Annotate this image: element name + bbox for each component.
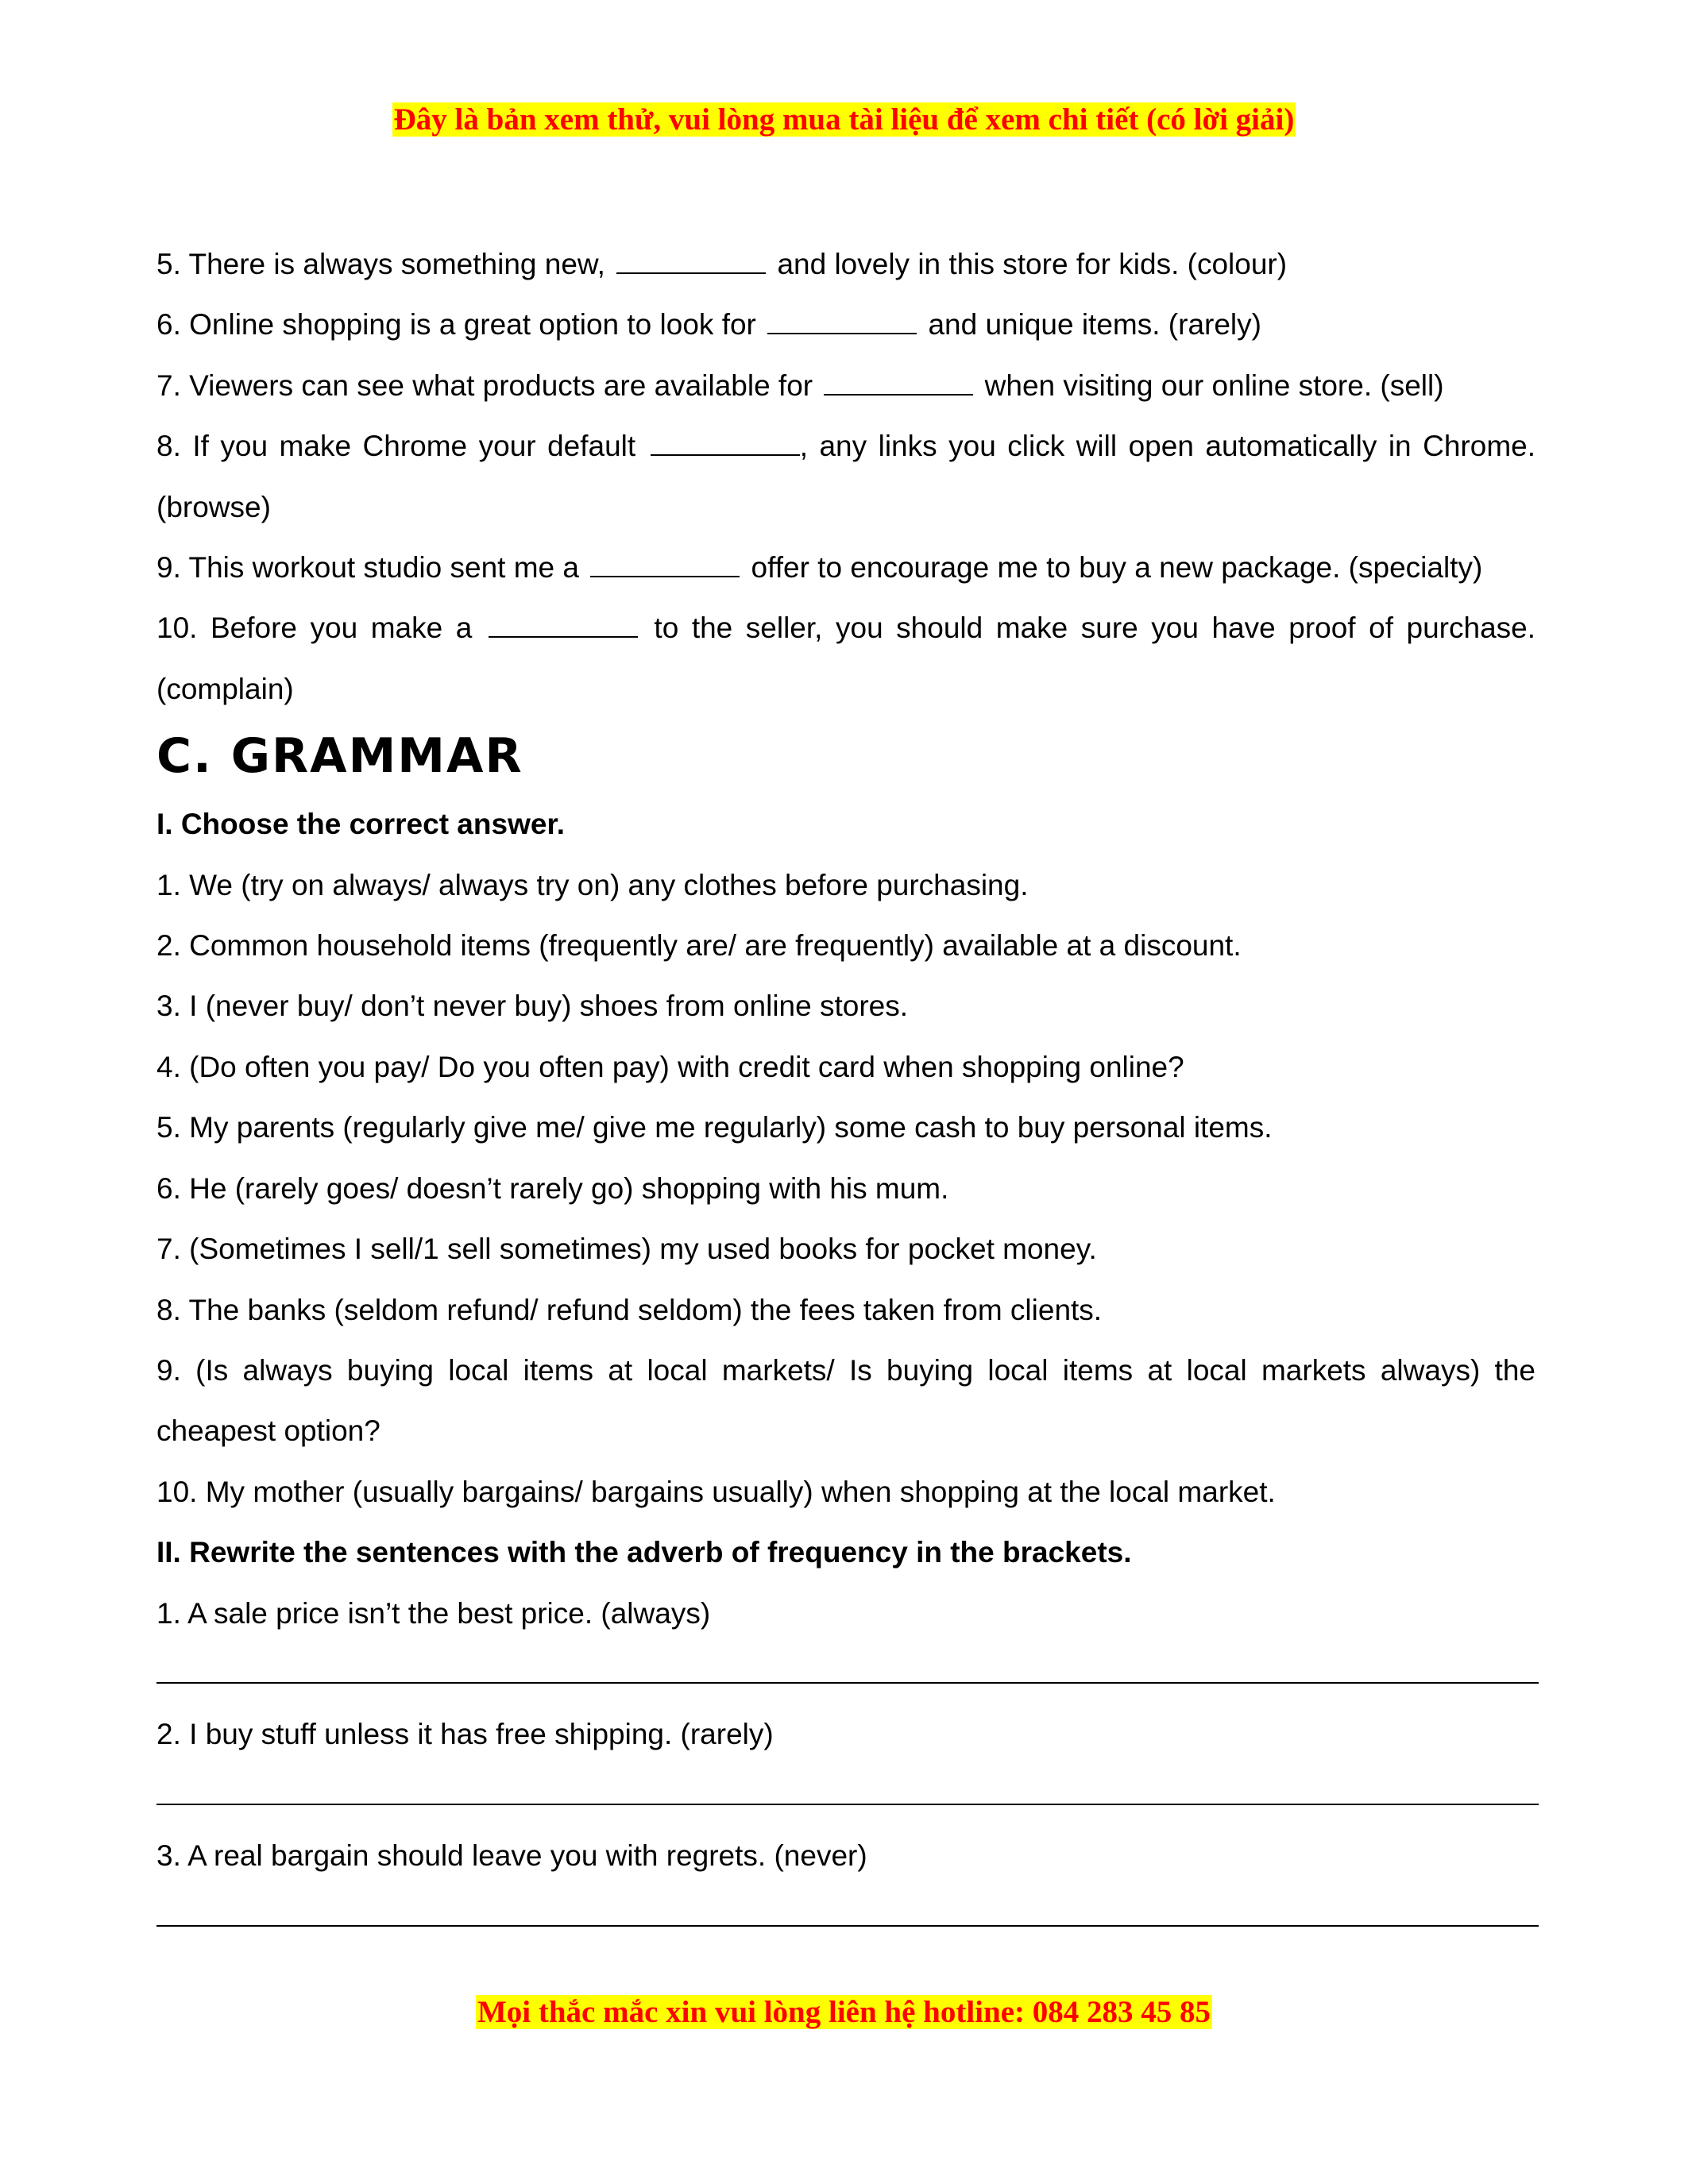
item-text-after: to the seller, you should make sure you have proof of purchase. (complain) [156,612,1536,705]
worksheet-content [156,234,1535,1947]
part1-item: 3. I (never buy/ don’t never buy) shoes from online stores. [156,990,909,1023]
answer-blank [616,249,766,274]
part1-item: 2. Common household items (frequently are/ are frequently) available at a discount. [156,929,1242,963]
answer-blank [651,430,800,456]
part2-item: 3. A real bargain should leave you with regrets. (never) [156,1839,867,1873]
preview-notice-banner [0,102,1688,138]
word-form-item-7 [156,356,1535,416]
item-text-before: 5. There is always something new, [156,248,605,280]
item-text-before: 8. If you make Chrome your default [156,430,636,463]
item-text-before: 7. Viewers can see what products are available for [156,369,813,402]
part1-item: 6. He (rarely goes/ doesn’t rarely go) shopping with his mum. [156,1171,949,1205]
answer-blank [590,552,740,577]
word-form-item-5 [156,234,1535,295]
part1-item: 8. The banks (seldom refund/ refund seldom) the fees taken from clients. [156,1293,1103,1326]
item-text-before: 6. Online shopping is a great option to look for [156,308,756,341]
item-text-before: 10. Before you make a [156,612,473,645]
preview-notice-text: Đây là bản xem thử, vui lòng mua tài liệu để xem chi tiết (có lời giải) [393,102,1295,137]
item-text-after: and unique items. (rarely) [928,308,1261,341]
hotline-notice-text: Mọi thắc mắc xin vui lòng liên hệ hotline: 084 283 45 85 [477,1995,1211,2029]
word-form-item-9 [156,538,1535,598]
item-text-after: offer to encourage me to buy a new package. (specialty) [751,551,1483,585]
answer-blank [824,370,973,396]
part2-item: 2. I buy stuff unless it has free shipping. (rarely) [156,1718,774,1751]
part1-item: 7. (Sometimes I sell/1 sell sometimes) my used books for pocket money. [156,1233,1097,1266]
word-form-item-6 [156,295,1535,355]
part2-title: II. Rewrite the sentences with the adverb of frequency in the brackets. [156,1536,1132,1569]
word-form-item-10 [156,598,1535,720]
answer-line [156,1644,1535,1704]
part1-item: 9. (Is always buying local items at local markets/ Is buying local items at local markets always) the cheapest option? [156,1353,1535,1448]
part1-item: 5. My parents (regularly give me/ give me regularly) some cash to buy personal items. [156,1111,1273,1144]
answer-line [156,1887,1535,1947]
part1-item: 1. We (try on always/ always try on) any clothes before purchasing. [156,868,1029,901]
answer-blank [767,309,917,334]
answer-line [156,1765,1535,1826]
part1-title: I. Choose the correct answer. [156,808,566,841]
item-text-after: , any links you click will open automatically in Chrome. (browse) [156,430,1535,523]
hotline-notice-banner [0,1994,1688,2031]
item-text-after: when visiting our online store. (sell) [984,369,1444,402]
answer-blank [489,612,638,638]
part2-item: 1. A sale price isn’t the best price. (always) [156,1596,711,1630]
item-text-after: and lovely in this store for kids. (colour) [777,248,1288,280]
section-heading: C. GRAMMAR [156,728,523,785]
part1-item: 10. My mother (usually bargains/ bargains usually) when shopping at the local market. [156,1475,1276,1508]
word-form-item-8 [156,416,1535,538]
part1-item: 4. (Do often you pay/ Do you often pay) with credit card when shopping online? [156,1050,1184,1083]
item-text-before: 9. This workout studio sent me a [156,551,579,585]
